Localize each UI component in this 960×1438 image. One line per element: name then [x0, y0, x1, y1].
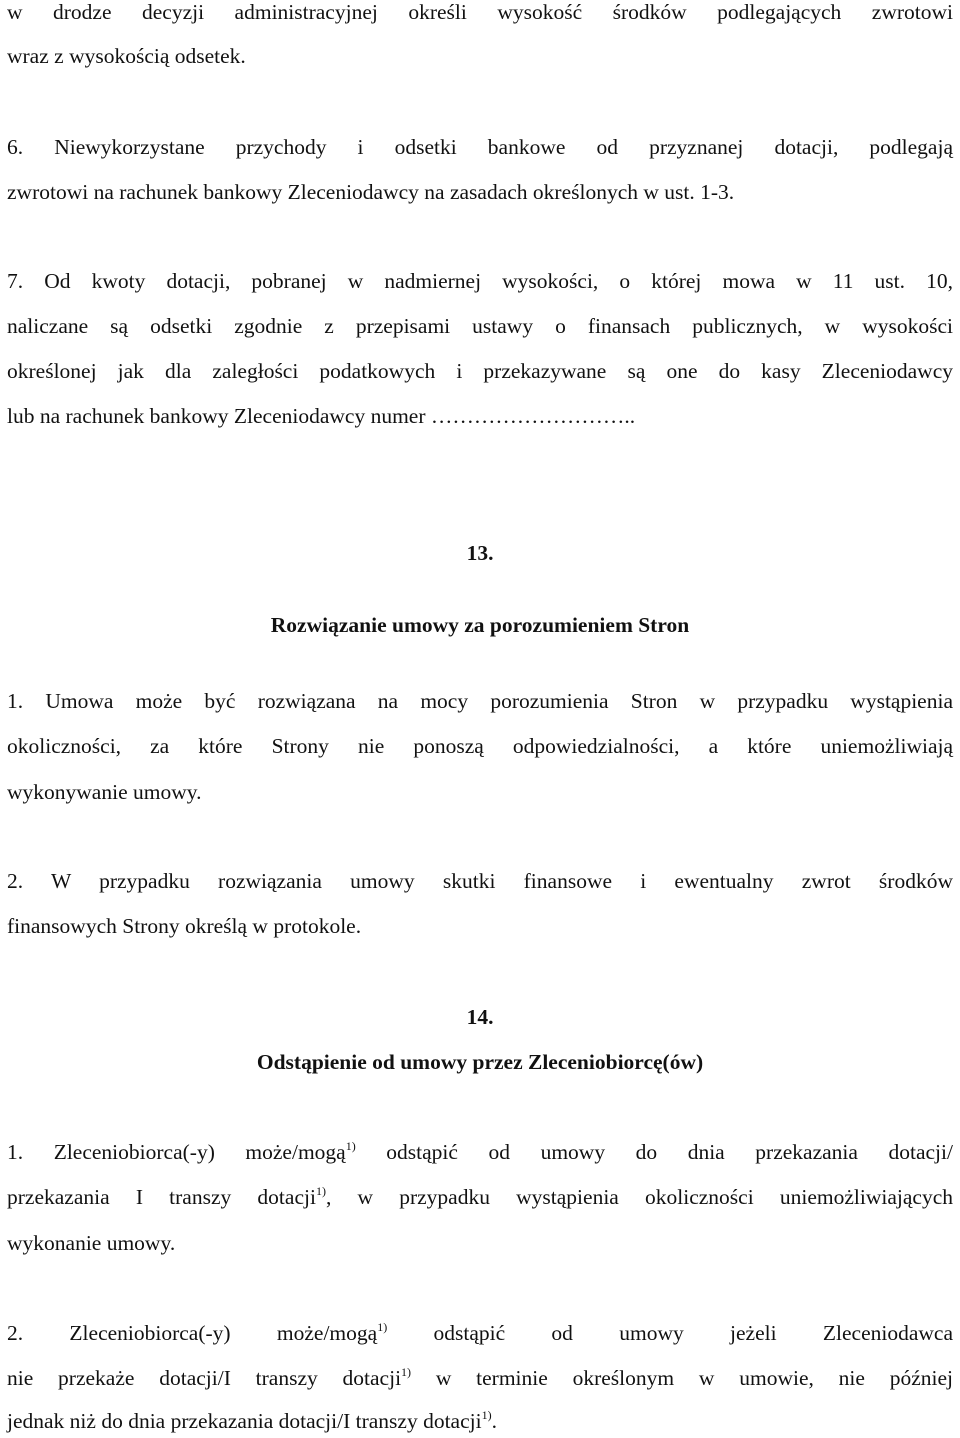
section-14-title: Odstąpienie od umowy przez Zleceniobiorcę(ów) — [256, 1050, 704, 1074]
paragraph-7-line-4: lub na rachunek bankowy Zleceniodawcy numer ……………………….. — [7, 404, 636, 428]
paragraph-5-line-1: w drodze decyzji administracyjnej określi wysokość środków podlegających zwrotowi — [7, 0, 953, 24]
section-13-title: Rozwiązanie umowy za porozumieniem Stron — [270, 613, 690, 637]
paragraph-7-line-2: naliczane są odsetki zgodnie z przepisami ustawy o finansach publicznych, w wysokości — [7, 314, 953, 338]
section-14-point-2-text-f: . — [491, 1409, 497, 1433]
section-14-point-2-line-3 — [7, 1406, 953, 1436]
section-14-point-2-line-1 — [7, 1318, 953, 1348]
section-14-point-1-text-b: odstąpić od umowy do dnia przekazania dotacji/ — [355, 1140, 953, 1164]
section-14-point-2-text-b: odstąpić od umowy jeżeli Zleceniodawca — [387, 1321, 953, 1345]
section-14-point-2-text-c: nie przekaże dotacji/I transzy dotacji — [7, 1366, 402, 1390]
section-13-point-1-line-1: 1. Umowa może być rozwiązana na mocy porozumienia Stron w przypadku wystąpienia — [7, 689, 953, 713]
footnote-marker: 1) — [481, 1408, 492, 1422]
footnote-marker: 1) — [377, 1320, 388, 1334]
section-13-point-2-line-1: 2. W przypadku rozwiązania umowy skutki finansowe i ewentualny zwrot środków — [7, 869, 953, 893]
section-14-point-1-line-2 — [7, 1182, 953, 1212]
section-14-point-2-text-d: w terminie określonym w umowie, nie później — [411, 1366, 953, 1390]
paragraph-7-line-1: 7. Od kwoty dotacji, pobranej w nadmiernej wysokości, o której mowa w 11 ust. 10, — [7, 269, 953, 293]
paragraph-7-line-3: określonej jak dla zaległości podatkowych i przekazywane są one do kasy Zleceniodawcy — [7, 359, 953, 383]
paragraph-6-line-2: zwrotowi na rachunek bankowy Zleceniodawcy na zasadach określonych w ust. 1-3. — [7, 180, 735, 204]
section-14-point-2-line-2 — [7, 1363, 953, 1393]
section-14-point-2-text-a: 2. Zleceniobiorca(-y) może/mogą — [7, 1321, 378, 1345]
section-14-point-2-text-e: jednak niż do dnia przekazania dotacji/I transzy dotacji — [7, 1409, 482, 1433]
section-14-point-1-line-3: wykonanie umowy. — [7, 1231, 176, 1255]
paragraph-6-line-1: 6. Niewykorzystane przychody i odsetki bankowe od przyznanej dotacji, podlegają — [7, 135, 953, 159]
paragraph-5-line-2: wraz z wysokością odsetek. — [7, 44, 246, 68]
footnote-marker: 1) — [401, 1365, 412, 1379]
section-14-point-1-text-d: , w przypadku wystąpienia okoliczności uniemożliwiających — [325, 1185, 953, 1209]
section-14-point-1-text-c: przekazania I transzy dotacji — [7, 1185, 316, 1209]
section-14-number: 14. — [466, 1005, 494, 1029]
section-14-point-1-line-1 — [7, 1137, 953, 1167]
section-13-point-2-line-2: finansowych Strony określą w protokole. — [7, 914, 362, 938]
section-13-point-1-line-2: okoliczności, za które Strony nie ponoszą odpowiedzialności, a które uniemożliwiają — [7, 734, 953, 758]
footnote-marker: 1) — [315, 1184, 326, 1198]
section-13-number: 13. — [466, 541, 494, 565]
footnote-marker: 1) — [345, 1139, 356, 1153]
section-13-point-1-line-3: wykonywanie umowy. — [7, 780, 202, 804]
section-14-point-1-text-a: 1. Zleceniobiorca(-y) może/mogą — [7, 1140, 346, 1164]
